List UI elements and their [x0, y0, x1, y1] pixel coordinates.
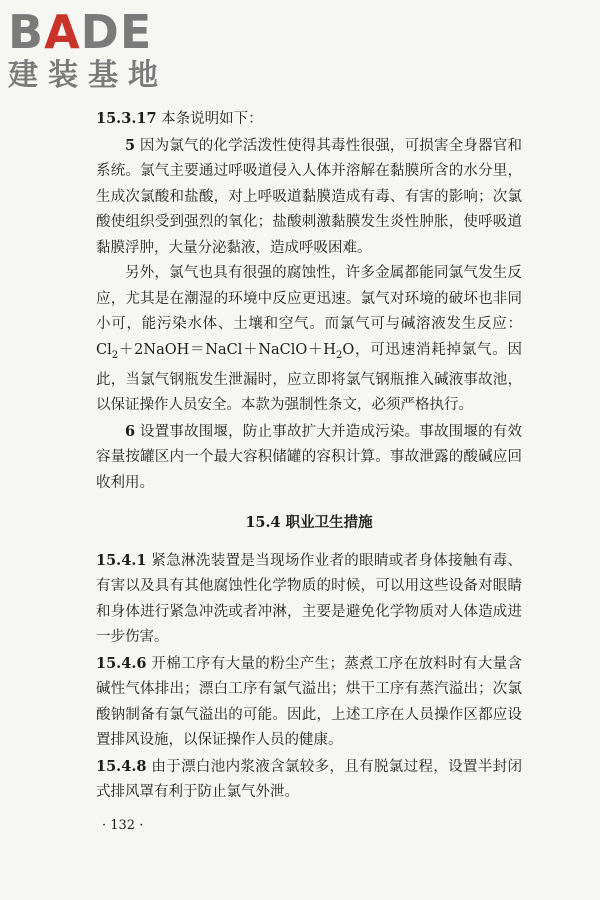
formula-part: ＋2NaOH＝NaCl＋NaClO＋H — [118, 341, 336, 358]
clause-text: 紧急淋洗装置是当现场作业者的眼睛或者身体接触有毒、有害以及具有其他腐蚀性化学物质的时候，可以用这些设备对眼睛和身体进行紧急冲洗或者冲淋，主要是避免化学物质对人体造成进一步伤害。 — [96, 552, 522, 646]
formula-part: O — [342, 341, 355, 358]
clause-number: 15.4.8 — [96, 757, 147, 775]
paragraph-corrosion — [96, 261, 522, 419]
formula-part: Cl — [96, 341, 112, 358]
clause-number: 15.3.17 — [96, 110, 157, 127]
clause-text: 开棉工序有大量的粉尘产生；蒸煮工序在放料时有大量含碱性气体排出；漂白工序有氯气溢出；烘干工序有蒸汽溢出；次氯酸钠制备有氯气溢出的可能。因此，上述工序在人员操作区都应设置排风设施，以保证操作人员的健康。 — [96, 655, 522, 749]
paragraph-text-b: ，可迅速消耗掉氯气。因此，当氯气钢瓶发生泄漏时，应立即将氯气钢瓶推入碱液事故池，以保证操作人员安全。本款为强制性条文，必须严格执行。 — [96, 341, 522, 414]
item-5 — [96, 133, 522, 262]
document-body — [96, 106, 522, 806]
paragraph-text-a: 另外，氯气也具有很强的腐蚀性，许多金属都能同氯气发生反应，尤其是在潮湿的环境中反应更迅速。氯气对环境的破坏也非同小可，能污染水体、土壤和空气。而氯气可与碱溶液发生反应： — [96, 265, 522, 332]
clause-15-3-17 — [96, 106, 522, 133]
clause-number: 15.4.1 — [96, 551, 147, 569]
item-6 — [96, 419, 522, 497]
formula-subscript: 2 — [111, 349, 119, 361]
clause-15-4-6 — [96, 651, 522, 754]
clause-15-4-8 — [96, 754, 522, 806]
page-number: · 132 · — [102, 818, 144, 833]
clause-number: 15.4.6 — [96, 654, 147, 672]
reaction-formula — [96, 341, 355, 361]
item-number: 5 — [125, 136, 136, 154]
formula-subscript: 2 — [335, 349, 343, 361]
item-text: 因为氯气的化学活泼性使得其毒性很强，可损害全身器官和系统。氯气主要通过呼吸道侵入人体并溶解在黏膜所含的水分里，生成次氯酸和盐酸，对上呼吸道黏膜造成有毒、有害的影响；次氯酸使组织受到强烈的氧化；盐酸刺激黏膜发生炎性肿胀，使呼吸道黏膜浮肿，大量分泌黏液，造成呼吸困难。 — [96, 137, 522, 256]
bade-logo — [8, 6, 188, 96]
clause-15-4-1 — [96, 548, 522, 651]
item-text: 设置事故围堰，防止事故扩大并造成污染。事故围堰的有效容量按罐区内一个最大容积储罐的容积计算。事故泄露的酸碱应回收利用。 — [96, 423, 522, 491]
logo-subtitle: 建装基地 — [8, 58, 168, 93]
section-heading: 15.4 职业卫生措施 — [245, 514, 373, 532]
logo-letters-de: DE — [80, 5, 153, 59]
item-number: 6 — [125, 422, 136, 440]
logo-letter-a: A — [44, 5, 81, 59]
logo-wordmark — [8, 6, 188, 58]
clause-text: 本条说明如下： — [156, 111, 263, 127]
logo-letter-b: B — [8, 5, 45, 59]
clause-text: 由于漂白池内浆液含氯较多，且有脱氯过程，设置半封闭式排风罩有利于防止氯气外泄。 — [96, 758, 522, 801]
